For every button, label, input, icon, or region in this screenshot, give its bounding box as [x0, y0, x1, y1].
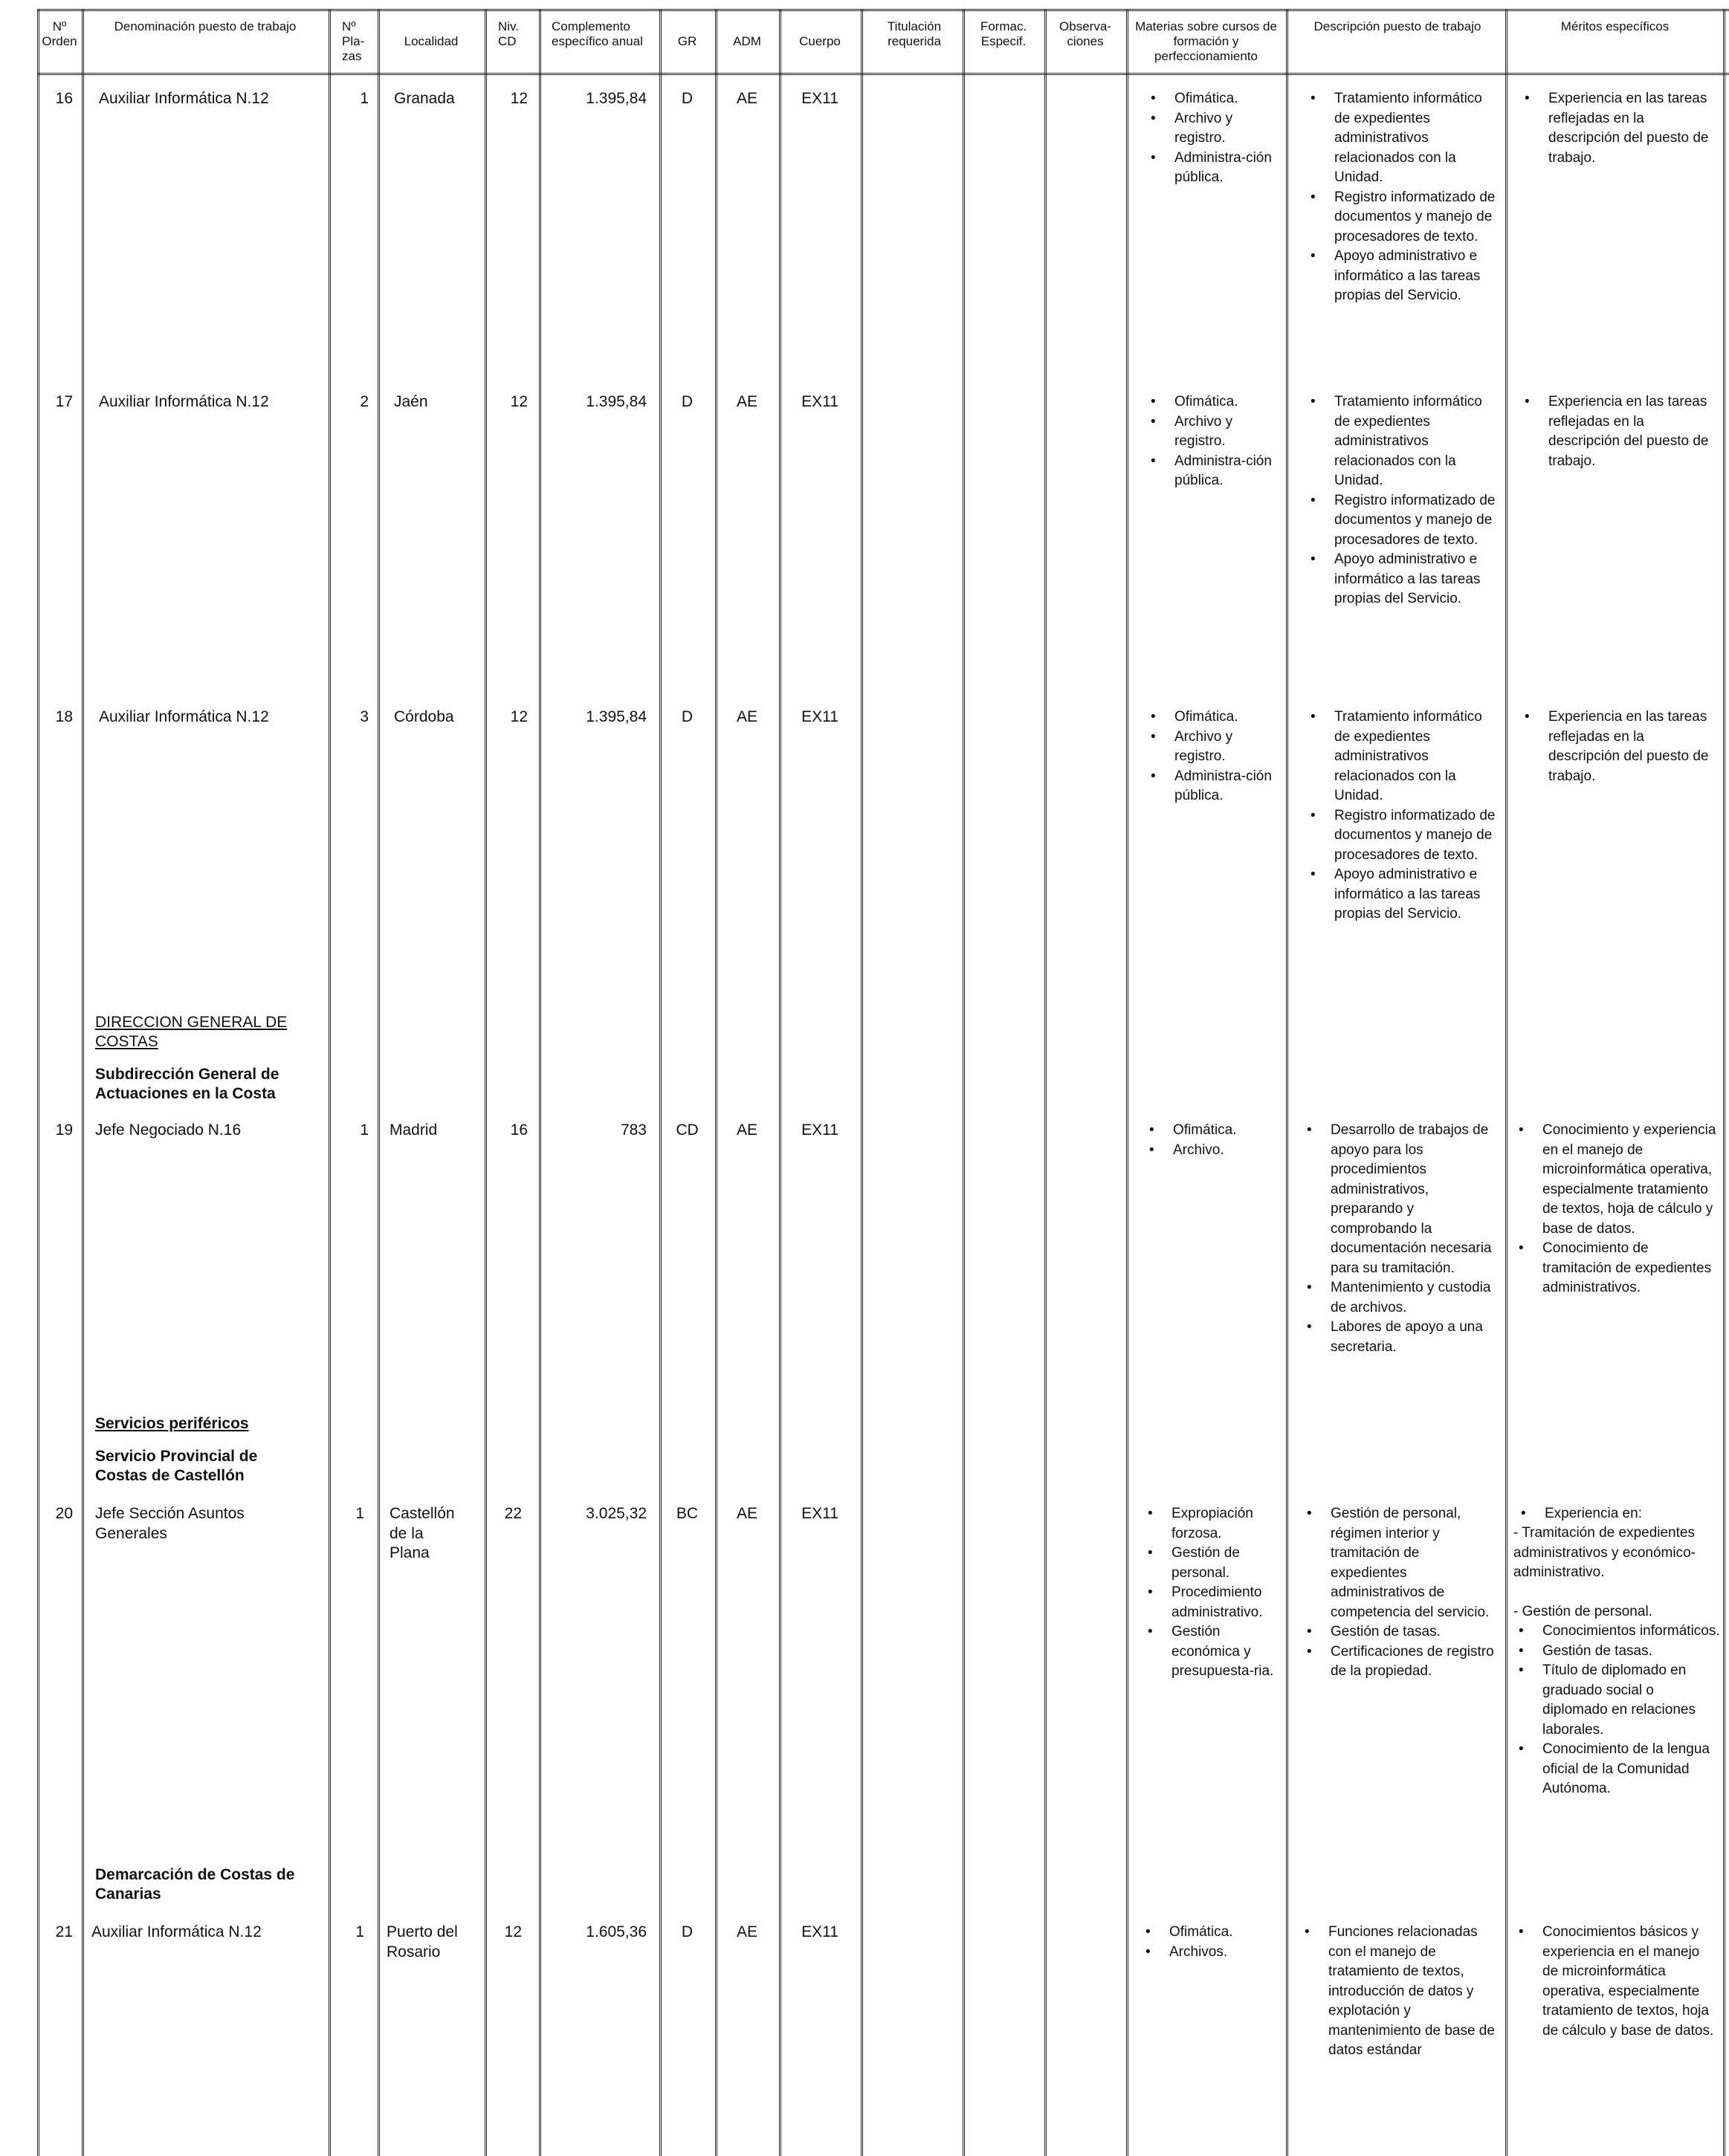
- header-adm: ADM: [733, 34, 761, 48]
- section-heading: Servicio Provincial de Costas de Castellón: [95, 1448, 258, 1484]
- section-heading: Subdirección General de Actuaciones en la Costa: [95, 1066, 279, 1102]
- row-orden: 18: [55, 708, 73, 725]
- list-item: • Ofimática.: [1173, 1121, 1279, 1141]
- row-gr: D: [681, 708, 694, 725]
- row-denominacion: Jefe Negociado N.16: [95, 1121, 242, 1139]
- row-cuerpo: EX11: [801, 1121, 838, 1139]
- row-cuerpo: EX11: [801, 90, 838, 107]
- column-border: [37, 9, 39, 2156]
- row-orden: 17: [55, 393, 73, 410]
- list-item: • Archivos.: [1169, 1943, 1281, 1963]
- row-complemento: 783: [620, 1121, 647, 1139]
- row-cuerpo: EX11: [801, 393, 838, 410]
- row-nivel: 12: [510, 393, 528, 410]
- list-item: • Ofimática.: [1174, 392, 1279, 412]
- column-border: [378, 9, 380, 2156]
- header-gr: GR: [677, 34, 697, 48]
- list-item: • Registro informatizado de documentos y manejo de procesadores de texto.: [1334, 188, 1498, 247]
- column-border: [1723, 9, 1725, 2156]
- row-descripcion: [1331, 1121, 1498, 1357]
- list-item: • Experiencia en las tareas reflejadas en la descripción del puesto de trabajo.: [1548, 89, 1718, 168]
- row-localidad: Puerto del Rosario: [387, 1923, 458, 1961]
- section-heading: DIRECCION GENERAL DE COSTAS: [95, 1014, 288, 1050]
- list-item: • Tratamiento informático de expedientes administrativos relacionados con la Unidad.: [1334, 392, 1498, 491]
- row-nivel: 22: [504, 1505, 522, 1522]
- row-orden: 19: [55, 1121, 73, 1139]
- row-gr: BC: [676, 1505, 699, 1522]
- list-item: • Experiencia en:: [1545, 1504, 1723, 1524]
- list-item: • Conocimiento de la lengua oficial de la Comunidad Autónoma.: [1542, 1740, 1721, 1799]
- list-item: • Conocimiento de tramitación de expedientes administrativos.: [1542, 1239, 1718, 1298]
- header-materias: Materias sobre cursos de formación y perfeccionamiento: [1135, 19, 1277, 63]
- header-bottom-border: [37, 73, 1729, 75]
- list-item: • Gestión de personal, régimen interior y tramitación de expedientes administrativos de competencia del servicio.: [1331, 1504, 1498, 1622]
- header-complemento: Complemento específico anual: [552, 19, 643, 48]
- list-item: • Tratamiento informático de expedientes administrativos relacionados con la Unidad.: [1334, 708, 1498, 806]
- row-descripcion: [1328, 1923, 1498, 2061]
- list-item: • Conocimientos informáticos.: [1542, 1622, 1721, 1642]
- row-orden: 21: [55, 1923, 73, 1940]
- section-heading: Demarcación de Costas de Canarias: [95, 1866, 295, 1903]
- list-item: • Gestión de personal.: [1171, 1544, 1283, 1583]
- row-plazas: 1: [355, 1923, 364, 1940]
- row-nivel: 12: [510, 90, 528, 107]
- column-border: [779, 9, 781, 2156]
- row-adm: AE: [736, 1505, 757, 1522]
- column-border: [329, 9, 331, 2156]
- table-top-border: [37, 9, 1729, 11]
- column-border: [1505, 9, 1507, 2156]
- list-item: • Gestión de tasas.: [1542, 1642, 1721, 1662]
- row-localidad: Castellón de la Plana: [390, 1505, 455, 1561]
- row-plazas: 1: [355, 1505, 364, 1522]
- row-meritos: [1548, 89, 1718, 168]
- row-localidad: Jaén: [394, 393, 428, 410]
- row-gr: D: [681, 90, 694, 107]
- header-orden: Nº Orden: [42, 19, 77, 48]
- row-complemento: 1.395,84: [586, 708, 647, 725]
- list-item: • Administra-ción pública.: [1174, 452, 1279, 491]
- list-item: • Experiencia en las tareas reflejadas en la descripción del puesto de trabajo.: [1548, 392, 1718, 471]
- column-border: [963, 9, 965, 2156]
- header-plazas: Nº Pla-zas: [342, 19, 365, 63]
- row-meritos-detail: - Gestión de personal.: [1513, 1604, 1652, 1619]
- row-plazas: 3: [360, 708, 369, 725]
- row-complemento: 3.025,32: [586, 1505, 647, 1522]
- row-nivel: 12: [510, 708, 528, 725]
- column-border: [715, 9, 717, 2156]
- column-border: [539, 9, 541, 2156]
- column-border: [861, 9, 863, 2156]
- row-meritos: [1542, 1622, 1721, 1799]
- row-adm: AE: [736, 708, 757, 725]
- row-descripcion: [1331, 1504, 1498, 1682]
- row-denominacion: Jefe Sección Asuntos Generales: [95, 1505, 245, 1542]
- list-item: • Ofimática.: [1169, 1923, 1281, 1943]
- list-item: • Archivo.: [1173, 1141, 1279, 1161]
- list-item: • Experiencia en las tareas reflejadas en la descripción del puesto de trabajo.: [1548, 708, 1718, 786]
- row-plazas: 1: [360, 1121, 369, 1139]
- row-descripcion: [1334, 708, 1498, 925]
- row-adm: AE: [736, 90, 757, 107]
- list-item: • Registro informatizado de documentos y manejo de procesadores de texto.: [1334, 806, 1498, 866]
- list-item: • Tratamiento informático de expedientes administrativos relacionados con la Unidad.: [1334, 89, 1498, 188]
- row-plazas: 2: [360, 393, 369, 410]
- column-border: [485, 9, 487, 2156]
- list-item: • Registro informatizado de documentos y manejo de procesadores de texto.: [1334, 491, 1498, 551]
- list-item: • Conocimientos básicos y experiencia en el manejo de microinformática operativa, especialmente tratamiento de textos, hoja de cálculo y base de datos.: [1542, 1923, 1718, 2041]
- column-border: [1286, 9, 1288, 2156]
- row-materias: [1169, 1923, 1281, 1962]
- row-plazas: 1: [360, 90, 369, 107]
- header-observaciones: Observa-ciones: [1059, 19, 1111, 48]
- list-item: • Administra-ción pública.: [1174, 149, 1279, 188]
- column-border: [1044, 9, 1047, 2156]
- row-denominacion: Auxiliar Informática N.12: [99, 708, 269, 725]
- row-descripcion: [1334, 89, 1498, 306]
- row-cuerpo: EX11: [801, 1505, 838, 1522]
- row-materias: [1174, 708, 1279, 806]
- row-meritos-detail: - Tramitación de expedientes administrativos y económico-administrativo.: [1513, 1525, 1696, 1580]
- list-item: • Administra-ción pública.: [1174, 767, 1279, 806]
- row-localidad: Córdoba: [394, 708, 454, 725]
- row-cuerpo: EX11: [801, 1923, 838, 1940]
- header-formacion: Formac. Especif.: [980, 19, 1027, 48]
- list-item: • Apoyo administrativo e informático a las tareas propias del Servicio.: [1334, 865, 1498, 925]
- row-meritos: [1548, 392, 1718, 471]
- row-cuerpo: EX11: [801, 708, 838, 725]
- row-complemento: 1.395,84: [586, 393, 647, 410]
- list-item: • Ofimática.: [1174, 89, 1279, 109]
- row-complemento: 1.395,84: [586, 90, 647, 107]
- row-nivel: 12: [504, 1923, 522, 1940]
- column-border: [1126, 9, 1128, 2156]
- column-border: [659, 9, 662, 2156]
- row-materias: [1174, 89, 1279, 188]
- header-denominacion: Denominación puesto de trabajo: [114, 19, 297, 33]
- list-item: • Funciones relacionadas con el manejo de tratamiento de textos, introducción de datos y explotación y mantenimiento de base de datos estándar: [1328, 1923, 1498, 2061]
- list-item: • Labores de apoyo a una secretaria.: [1331, 1318, 1498, 1357]
- list-item: • Título de diplomado en graduado social o diplomado en relaciones laborales.: [1542, 1661, 1721, 1740]
- header-nivel: Niv. CD: [498, 19, 520, 48]
- header-cuerpo: Cuerpo: [799, 34, 841, 48]
- row-denominacion: Auxiliar Informática N.12: [99, 393, 269, 410]
- row-adm: AE: [736, 393, 757, 410]
- row-orden: 16: [55, 90, 73, 107]
- row-gr: D: [681, 1923, 694, 1940]
- row-descripcion: [1334, 392, 1498, 609]
- row-denominacion: Auxiliar Informática N.12: [91, 1923, 262, 1940]
- list-item: • Archivo y registro.: [1174, 412, 1279, 452]
- header-localidad: Localidad: [404, 34, 459, 48]
- list-item: • Desarrollo de trabajos de apoyo para los procedimientos administrativos, preparando y comprobando la documentación necesaria para su tramitación.: [1331, 1121, 1498, 1278]
- row-meritos: [1548, 708, 1718, 786]
- list-item: • Ofimática.: [1174, 708, 1279, 728]
- list-item: • Certificaciones de registro de la propiedad.: [1331, 1642, 1498, 1682]
- row-localidad: Madrid: [390, 1121, 438, 1139]
- row-denominacion: Auxiliar Informática N.12: [99, 90, 269, 107]
- row-meritos-intro: [1545, 1504, 1723, 1524]
- list-item: • Gestión económica y presupuesta-ria.: [1171, 1622, 1283, 1682]
- list-item: • Procedimiento administrativo.: [1171, 1583, 1283, 1622]
- row-orden: 20: [55, 1505, 73, 1522]
- list-item: • Archivo y registro.: [1174, 109, 1279, 149]
- list-item: • Archivo y registro.: [1174, 728, 1279, 767]
- row-gr: D: [681, 393, 694, 410]
- header-meritos: Méritos específicos: [1560, 19, 1670, 33]
- row-materias: [1173, 1121, 1279, 1160]
- row-gr: CD: [676, 1121, 699, 1139]
- list-item: • Expropiación forzosa.: [1171, 1504, 1283, 1544]
- row-nivel: 16: [510, 1121, 528, 1139]
- row-materias: [1174, 392, 1279, 491]
- list-item: • Apoyo administrativo e informático a las tareas propias del Servicio.: [1334, 247, 1498, 306]
- row-adm: AE: [736, 1121, 757, 1139]
- list-item: • Conocimiento y experiencia en el manejo de microinformática operativa, especialmente tratamiento de textos, hoja de cálculo y base de datos.: [1542, 1121, 1718, 1239]
- header-descripcion: Descripción puesto de trabajo: [1313, 19, 1481, 33]
- list-item: • Mantenimiento y custodia de archivos.: [1331, 1278, 1498, 1318]
- list-item: • Apoyo administrativo e informático a las tareas propias del Servicio.: [1334, 550, 1498, 609]
- row-meritos: [1542, 1923, 1718, 2041]
- row-materias: [1171, 1504, 1283, 1682]
- list-item: • Gestión de tasas.: [1331, 1622, 1498, 1642]
- section-heading: Servicios periféricos: [95, 1415, 249, 1432]
- row-meritos: [1542, 1121, 1718, 1298]
- row-localidad: Granada: [394, 90, 455, 107]
- column-border: [82, 9, 84, 2156]
- row-complemento: 1.605,36: [586, 1923, 647, 1940]
- row-adm: AE: [736, 1923, 757, 1940]
- header-titulacion: Titulación requerida: [887, 19, 942, 48]
